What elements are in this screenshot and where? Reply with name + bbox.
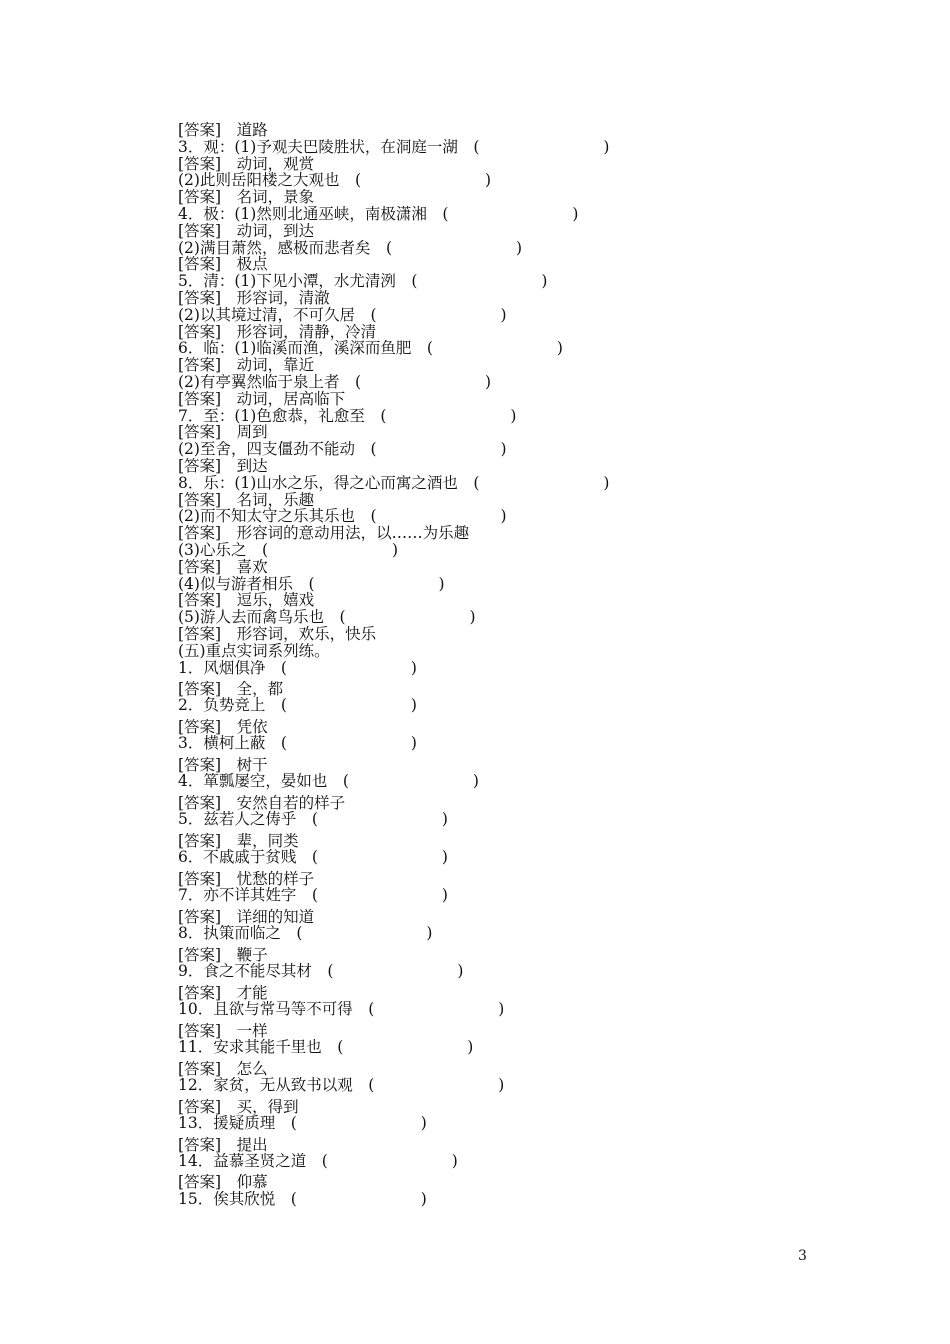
question-line: 2．负势竞上 ( )	[178, 696, 417, 715]
question-line: (3)心乐之 ( )	[178, 540, 399, 559]
question-line: (5)游人去而禽鸟乐也 ( )	[178, 608, 476, 627]
answer-line: [答案] 形容词，清澈	[178, 288, 330, 307]
question-line: (2)此则岳阳楼之大观也 ( )	[178, 171, 492, 190]
answer-line: [答案] 形容词的意动用法，以……为乐趣	[178, 524, 470, 543]
answer-line: [答案] 忧愁的样子	[178, 869, 315, 888]
document-body	[178, 122, 798, 1208]
answer-line: [答案] 提出	[178, 1135, 268, 1154]
answer-line: [答案] 形容词，清静，冷清	[178, 322, 377, 341]
answer-line: [答案] 周到	[178, 423, 268, 442]
page-number: 3	[798, 1248, 807, 1264]
question-line: 5．清：(1)下见小潭，水尤清洌 ( )	[178, 272, 548, 291]
question-line: 10．且欲与常马等不可得 ( )	[178, 1000, 505, 1019]
answer-line: [答案] 才能	[178, 983, 268, 1002]
question-line: 9．食之不能尽其材 ( )	[178, 962, 464, 981]
answer-line: [答案] 动词，居高临下	[178, 389, 346, 408]
answer-line: [答案] 极点	[178, 255, 268, 274]
section-heading: (五)重点实词系列练。	[178, 641, 330, 660]
question-line: (2)至舍，四支僵劲不能动 ( )	[178, 440, 507, 459]
question-line: 12．家贫，无从致书以观 ( )	[178, 1076, 505, 1095]
question-line: (2)以其境过清，不可久居 ( )	[178, 305, 507, 324]
question-line: 15．俟其欣悦 ( )	[178, 1190, 427, 1209]
answer-line: [答案] 动词，靠近	[178, 356, 315, 375]
question-line: 4．箪瓢屡空，晏如也 ( )	[178, 772, 479, 791]
question-line: 3．横柯上蔽 ( )	[178, 734, 417, 753]
question-line: 13．援疑质理 ( )	[178, 1114, 427, 1133]
answer-line: [答案] 喜欢	[178, 557, 268, 576]
answer-line: [答案] 全，都	[178, 679, 284, 698]
answer-line: [答案] 动词，观赏	[178, 154, 315, 173]
question-line: 4．极：(1)然则北通巫峡，南极潇湘 ( )	[178, 204, 579, 223]
question-line: 7．至：(1)色愈恭，礼愈至 ( )	[178, 406, 517, 425]
answer-line: [答案] 鞭子	[178, 945, 268, 964]
question-line: 6．不戚戚于贫贱 ( )	[178, 848, 448, 867]
answer-line: [答案] 形容词，欢乐，快乐	[178, 624, 377, 643]
answer-line: [答案] 辈，同类	[178, 831, 299, 850]
question-line: (4)似与游者相乐 ( )	[178, 574, 445, 593]
question-line: (2)有亭翼然临于泉上者 ( )	[178, 372, 492, 391]
question-line: 3．观：(1)予观夫巴陵胜状，在洞庭一湖 ( )	[178, 137, 610, 156]
answer-line: [答案] 逗乐，嬉戏	[178, 591, 315, 610]
question-line: 7．亦不详其姓字 ( )	[178, 886, 448, 905]
answer-line: [答案] 怎么	[178, 1059, 268, 1078]
question-line: 8．乐：(1)山水之乐，得之心而寓之酒也 ( )	[178, 473, 610, 492]
answer-line: [答案] 凭依	[178, 717, 268, 736]
question-line: 11．安求其能千里也 ( )	[178, 1038, 474, 1057]
question-line: 1．风烟俱净 ( )	[178, 658, 417, 677]
answer-line: [答案] 一样	[178, 1021, 268, 1040]
answer-line: [答案] 仰慕	[178, 1173, 268, 1192]
answer-line: [答案] 到达	[178, 456, 268, 475]
answer-line: [答案] 道路	[178, 121, 268, 139]
answer-line: [答案] 详细的知道	[178, 907, 315, 926]
question-line: 6．临：(1)临溪而渔，溪深而鱼肥 ( )	[178, 339, 563, 358]
question-line: (2)满目萧然，感极而悲者矣 ( )	[178, 238, 523, 257]
answer-line: [答案] 名词，乐趣	[178, 490, 315, 509]
question-line: (2)而不知太守之乐其乐也 ( )	[178, 507, 507, 526]
answer-line: [答案] 买，得到	[178, 1097, 299, 1116]
answer-line: [答案] 安然自若的样子	[178, 793, 346, 812]
answer-line: [答案] 树干	[178, 755, 268, 774]
answer-line: [答案] 名词，景象	[178, 188, 315, 207]
question-line: 8．执策而临之 ( )	[178, 924, 433, 943]
answer-line: [答案] 动词，到达	[178, 221, 315, 240]
question-line: 14．益慕圣贤之道 ( )	[178, 1152, 458, 1171]
question-line: 5．兹若人之俦乎 ( )	[178, 810, 448, 829]
